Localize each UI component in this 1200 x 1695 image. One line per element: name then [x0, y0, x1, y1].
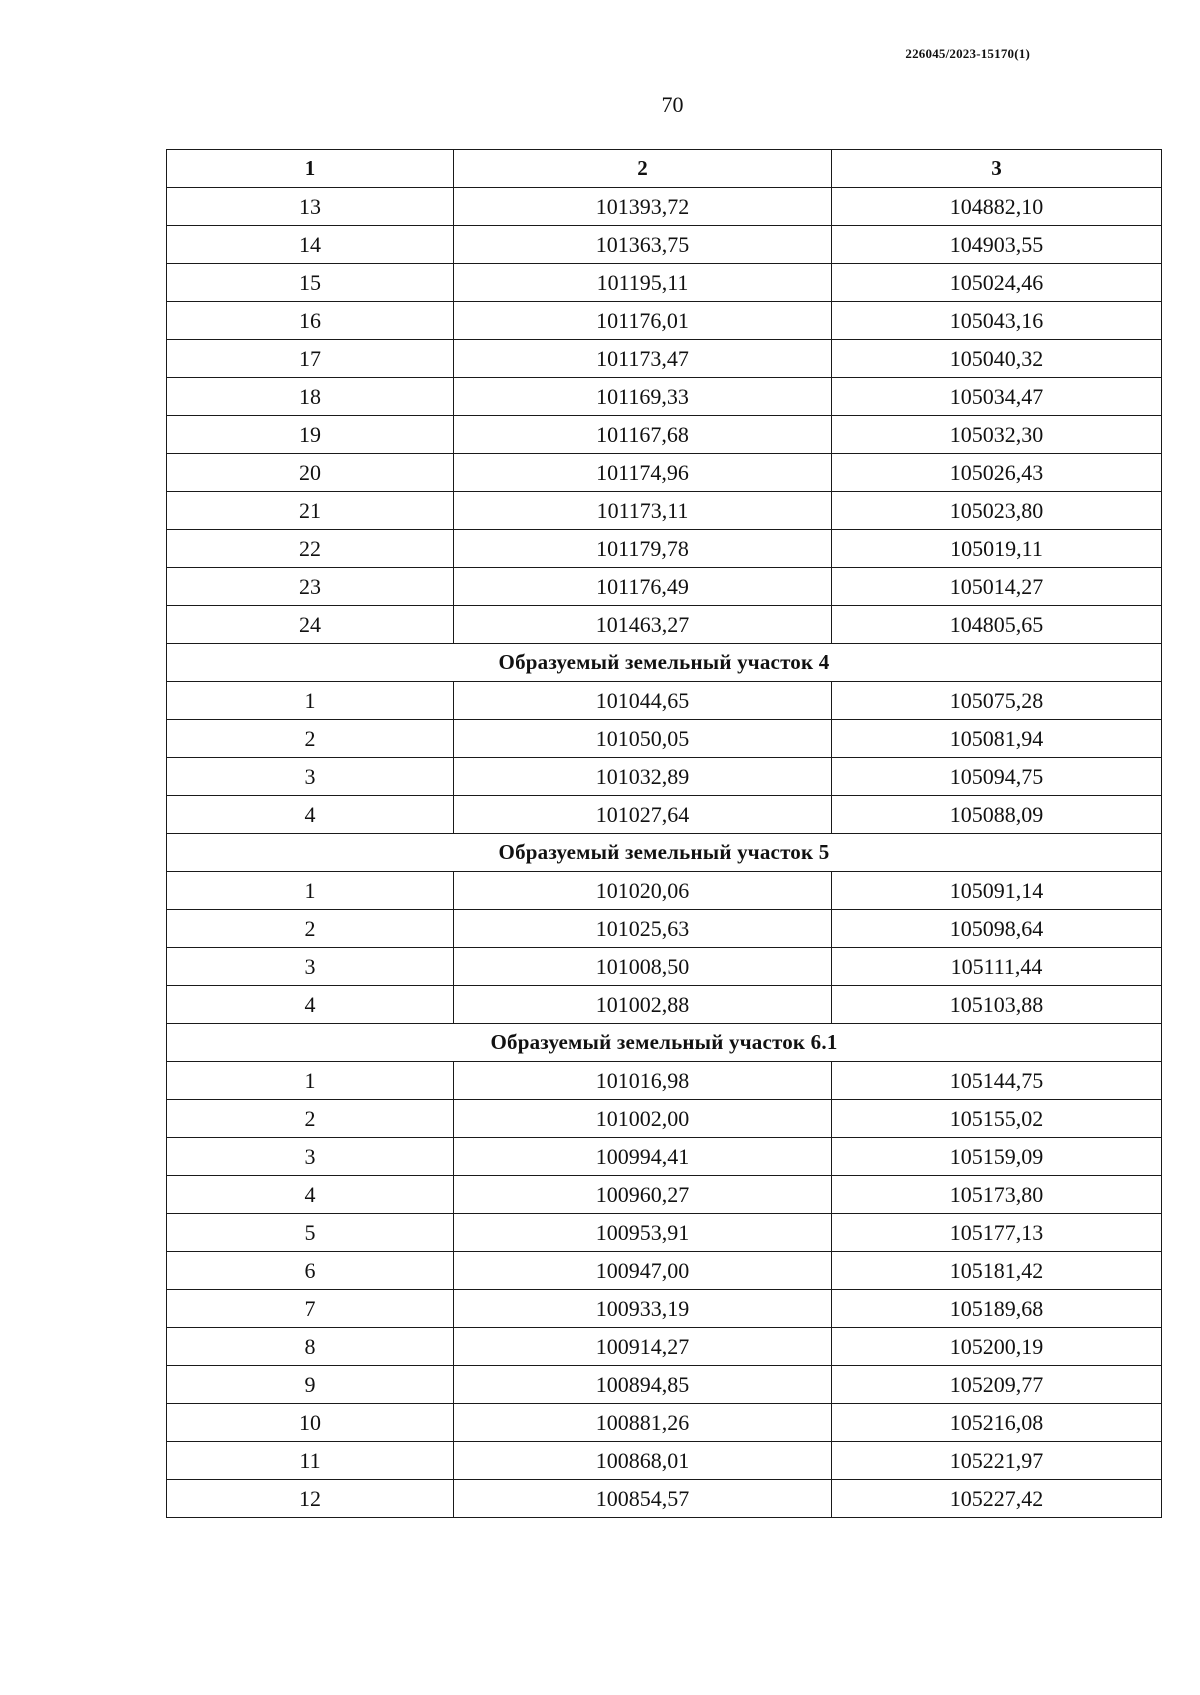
point-number-cell: 6: [167, 1252, 454, 1290]
x-coordinate-cell: 101002,00: [454, 1100, 832, 1138]
x-coordinate-cell: 100914,27: [454, 1328, 832, 1366]
x-coordinate-cell: 101363,75: [454, 226, 832, 264]
y-coordinate-cell: 105098,64: [832, 910, 1162, 948]
y-coordinate-cell: 104903,55: [832, 226, 1162, 264]
column-header: 2: [454, 150, 832, 188]
table-row: [167, 910, 1162, 948]
y-coordinate-cell: 105075,28: [832, 682, 1162, 720]
x-coordinate-cell: 100994,41: [454, 1138, 832, 1176]
x-coordinate-cell: 100894,85: [454, 1366, 832, 1404]
y-coordinate-cell: 105081,94: [832, 720, 1162, 758]
y-coordinate-cell: 105216,08: [832, 1404, 1162, 1442]
table-row: [167, 340, 1162, 378]
y-coordinate-cell: 105177,13: [832, 1214, 1162, 1252]
x-coordinate-cell: 101025,63: [454, 910, 832, 948]
x-coordinate-cell: 101176,49: [454, 568, 832, 606]
point-number-cell: 3: [167, 1138, 454, 1176]
header-row: [167, 150, 1162, 188]
point-number-cell: 17: [167, 340, 454, 378]
table-row: [167, 606, 1162, 644]
x-coordinate-cell: 101044,65: [454, 682, 832, 720]
x-coordinate-cell: 101173,47: [454, 340, 832, 378]
table-row: [167, 188, 1162, 226]
y-coordinate-cell: 105159,09: [832, 1138, 1162, 1176]
point-number-cell: 4: [167, 986, 454, 1024]
point-number-cell: 1: [167, 682, 454, 720]
x-coordinate-cell: 101463,27: [454, 606, 832, 644]
point-number-cell: 20: [167, 454, 454, 492]
y-coordinate-cell: 105026,43: [832, 454, 1162, 492]
point-number-cell: 1: [167, 872, 454, 910]
table-row: [167, 1214, 1162, 1252]
x-coordinate-cell: 101027,64: [454, 796, 832, 834]
point-number-cell: 24: [167, 606, 454, 644]
y-coordinate-cell: 105032,30: [832, 416, 1162, 454]
point-number-cell: 3: [167, 948, 454, 986]
table-row: [167, 226, 1162, 264]
y-coordinate-cell: 105088,09: [832, 796, 1162, 834]
table-row: [167, 1176, 1162, 1214]
column-header: 3: [832, 150, 1162, 188]
point-number-cell: 15: [167, 264, 454, 302]
point-number-cell: 2: [167, 720, 454, 758]
y-coordinate-cell: 105024,46: [832, 264, 1162, 302]
x-coordinate-cell: 100953,91: [454, 1214, 832, 1252]
x-coordinate-cell: 100960,27: [454, 1176, 832, 1214]
x-coordinate-cell: 100947,00: [454, 1252, 832, 1290]
table-row: [167, 986, 1162, 1024]
table-row: [167, 1062, 1162, 1100]
x-coordinate-cell: 101050,05: [454, 720, 832, 758]
y-coordinate-cell: 105155,02: [832, 1100, 1162, 1138]
point-number-cell: 19: [167, 416, 454, 454]
table-row: [167, 948, 1162, 986]
document-number: 226045/2023-15170(1): [905, 46, 1030, 61]
y-coordinate-cell: 105227,42: [832, 1480, 1162, 1518]
x-coordinate-cell: 101167,68: [454, 416, 832, 454]
y-coordinate-cell: 105209,77: [832, 1366, 1162, 1404]
section-header-row: [167, 1024, 1162, 1062]
table-row: [167, 1480, 1162, 1518]
y-coordinate-cell: 105014,27: [832, 568, 1162, 606]
page-number: 70: [661, 92, 684, 117]
y-coordinate-cell: 105043,16: [832, 302, 1162, 340]
point-number-cell: 9: [167, 1366, 454, 1404]
table-row: [167, 530, 1162, 568]
point-number-cell: 16: [167, 302, 454, 340]
table-row: [167, 416, 1162, 454]
point-number-cell: 12: [167, 1480, 454, 1518]
y-coordinate-cell: 105019,11: [832, 530, 1162, 568]
x-coordinate-cell: 101016,98: [454, 1062, 832, 1100]
y-coordinate-cell: 105034,47: [832, 378, 1162, 416]
table-header: [167, 150, 1162, 188]
table-row: [167, 1138, 1162, 1176]
section-header-row: [167, 834, 1162, 872]
y-coordinate-cell: 105103,88: [832, 986, 1162, 1024]
table-row: [167, 1442, 1162, 1480]
point-number-cell: 10: [167, 1404, 454, 1442]
table-row: [167, 720, 1162, 758]
table-row: [167, 1328, 1162, 1366]
y-coordinate-cell: 104805,65: [832, 606, 1162, 644]
point-number-cell: 18: [167, 378, 454, 416]
point-number-cell: 4: [167, 796, 454, 834]
point-number-cell: 21: [167, 492, 454, 530]
point-number-cell: 5: [167, 1214, 454, 1252]
y-coordinate-cell: 105040,32: [832, 340, 1162, 378]
section-header-row: [167, 644, 1162, 682]
point-number-cell: 23: [167, 568, 454, 606]
point-number-cell: 3: [167, 758, 454, 796]
table-row: [167, 264, 1162, 302]
y-coordinate-cell: 104882,10: [832, 188, 1162, 226]
x-coordinate-cell: 100933,19: [454, 1290, 832, 1328]
section-title: Образуемый земельный участок 5: [167, 834, 1162, 872]
y-coordinate-cell: 105111,44: [832, 948, 1162, 986]
y-coordinate-cell: 105200,19: [832, 1328, 1162, 1366]
x-coordinate-cell: 100881,26: [454, 1404, 832, 1442]
point-number-cell: 2: [167, 910, 454, 948]
column-header: 1: [167, 150, 454, 188]
table-row: [167, 1366, 1162, 1404]
table-body: [167, 188, 1162, 1518]
x-coordinate-cell: 101173,11: [454, 492, 832, 530]
x-coordinate-cell: 100868,01: [454, 1442, 832, 1480]
x-coordinate-cell: 101020,06: [454, 872, 832, 910]
y-coordinate-cell: 105189,68: [832, 1290, 1162, 1328]
y-coordinate-cell: 105023,80: [832, 492, 1162, 530]
y-coordinate-cell: 105181,42: [832, 1252, 1162, 1290]
section-title: Образуемый земельный участок 4: [167, 644, 1162, 682]
point-number-cell: 4: [167, 1176, 454, 1214]
coordinates-table: [166, 149, 1162, 1518]
table-row: [167, 302, 1162, 340]
point-number-cell: 11: [167, 1442, 454, 1480]
y-coordinate-cell: 105144,75: [832, 1062, 1162, 1100]
table-row: [167, 378, 1162, 416]
table-row: [167, 1100, 1162, 1138]
table-row: [167, 872, 1162, 910]
x-coordinate-cell: 101176,01: [454, 302, 832, 340]
point-number-cell: 8: [167, 1328, 454, 1366]
point-number-cell: 22: [167, 530, 454, 568]
x-coordinate-cell: 101169,33: [454, 378, 832, 416]
table-row: [167, 492, 1162, 530]
y-coordinate-cell: 105221,97: [832, 1442, 1162, 1480]
x-coordinate-cell: 101179,78: [454, 530, 832, 568]
point-number-cell: 2: [167, 1100, 454, 1138]
point-number-cell: 14: [167, 226, 454, 264]
table-row: [167, 758, 1162, 796]
point-number-cell: 7: [167, 1290, 454, 1328]
x-coordinate-cell: 100854,57: [454, 1480, 832, 1518]
table-row: [167, 568, 1162, 606]
table-row: [167, 1290, 1162, 1328]
x-coordinate-cell: 101002,88: [454, 986, 832, 1024]
point-number-cell: 13: [167, 188, 454, 226]
y-coordinate-cell: 105173,80: [832, 1176, 1162, 1214]
x-coordinate-cell: 101174,96: [454, 454, 832, 492]
point-number-cell: 1: [167, 1062, 454, 1100]
table-row: [167, 796, 1162, 834]
x-coordinate-cell: 101032,89: [454, 758, 832, 796]
x-coordinate-cell: 101008,50: [454, 948, 832, 986]
section-title: Образуемый земельный участок 6.1: [167, 1024, 1162, 1062]
y-coordinate-cell: 105094,75: [832, 758, 1162, 796]
table-row: [167, 682, 1162, 720]
table-row: [167, 1404, 1162, 1442]
table-row: [167, 454, 1162, 492]
x-coordinate-cell: 101195,11: [454, 264, 832, 302]
y-coordinate-cell: 105091,14: [832, 872, 1162, 910]
x-coordinate-cell: 101393,72: [454, 188, 832, 226]
table-row: [167, 1252, 1162, 1290]
